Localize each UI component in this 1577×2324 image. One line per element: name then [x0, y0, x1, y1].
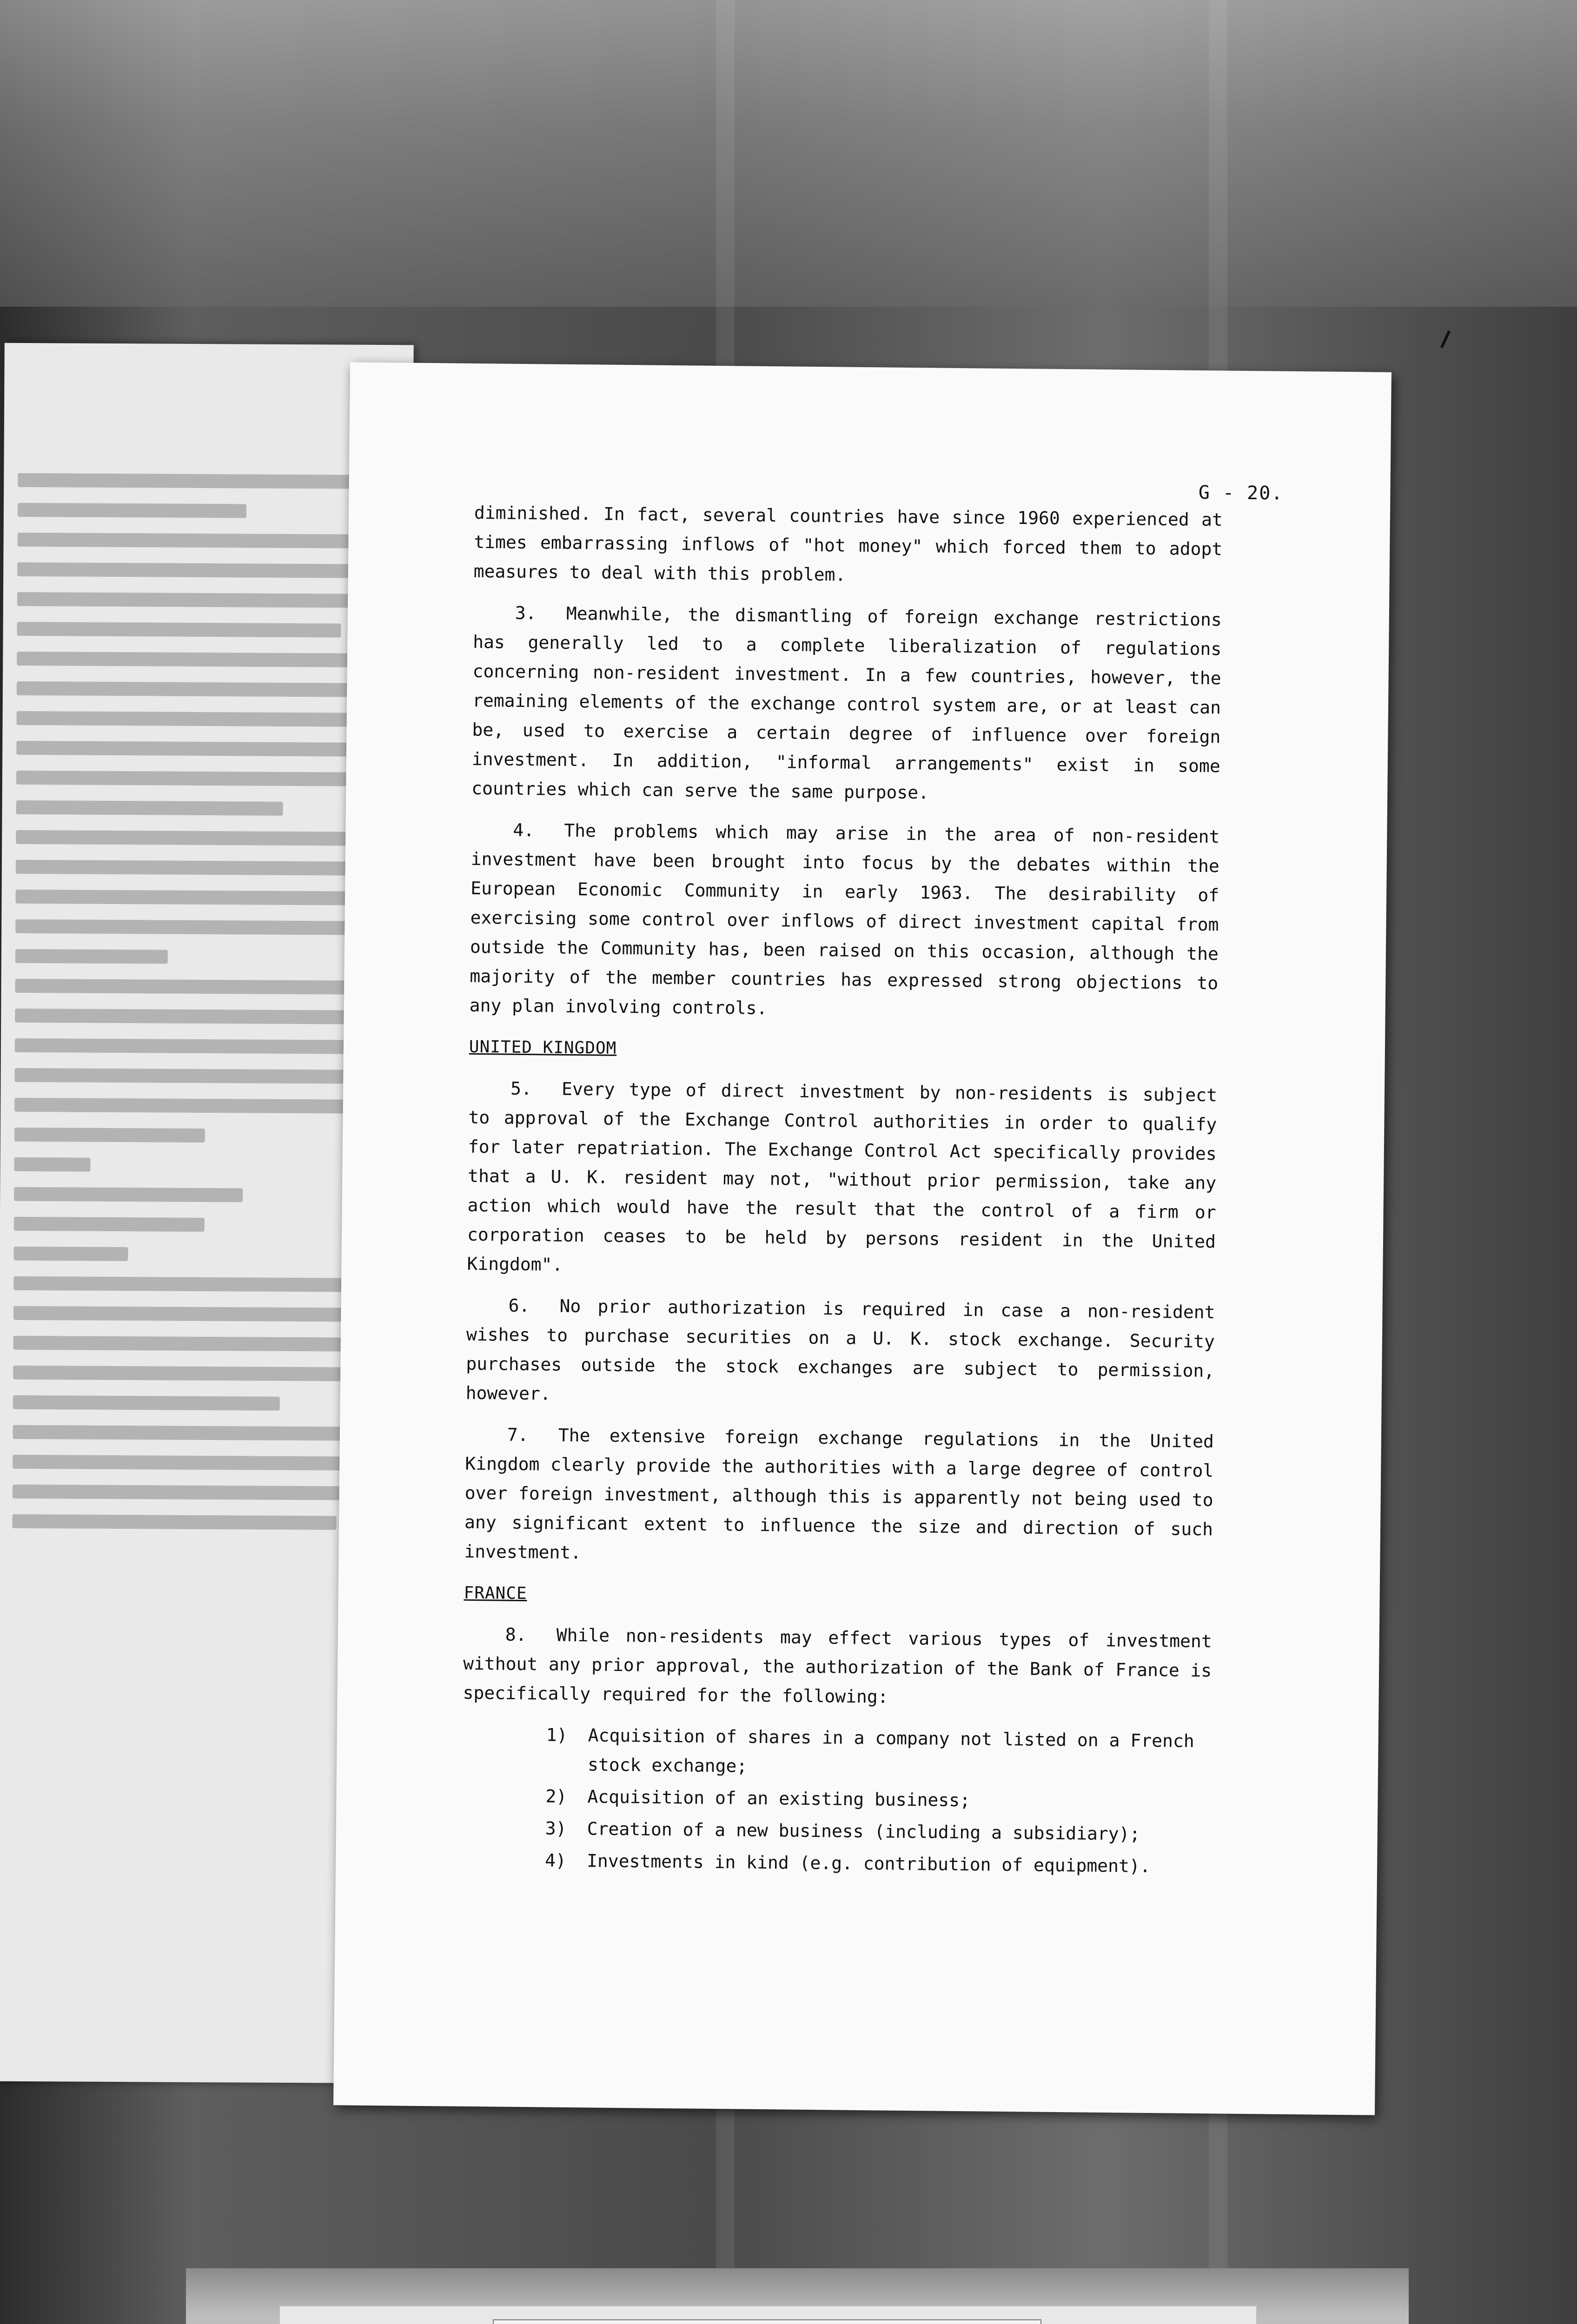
paragraph-5 — [467, 1074, 1217, 1286]
film-top-fade — [0, 0, 1577, 307]
paragraph-6 — [465, 1291, 1215, 1415]
paragraph-number: 4. — [513, 819, 535, 841]
paragraph-number: 5. — [510, 1078, 532, 1099]
list-item-text: Creation of a new business (including a subsidiary); — [587, 1818, 1140, 1844]
paragraph-7 — [464, 1420, 1214, 1573]
paragraph-text: While non-residents may effect various types of investment without any prior approval, the authorization of the Bank of France is specifically required for the following: — [463, 1624, 1212, 1707]
paragraph-text: Meanwhile, the dismantling of foreign exchange restrictions has generally led to a complete liberalization of regulations concerning non-resident investment. In a few countries, however, the remaining elements of the exchange control system are, or at least can be, used to exercise a certain degree of influence over foreign investment. In addition, "informal arrangements" exist in some countries which can serve the same purpose. — [471, 603, 1222, 803]
archive-reference-label — [493, 2319, 1041, 2324]
list-item-text: Acquisition of shares in a company not listed on a French stock exchange; — [587, 1725, 1194, 1776]
document-page — [333, 362, 1391, 2115]
paragraph-number: 8. — [505, 1624, 527, 1645]
paragraph-text: The problems which may arise in the area of non-resident investment have been brought into focus by the debates within the European Economic Community in early 1963. The desirability of exercising some control over inflows of direct investment capital from outside the Community has, been raised on this occasion, although the majority of the member countries has expressed strong objections to any plan involving controls. — [469, 820, 1220, 1019]
paragraph-3 — [471, 598, 1222, 810]
paragraph-text: No prior authorization is required in case a non-resident wishes to purchase securities on a U. K. stock exchange. Security purchases outside the stock exchanges are subject to permission, however. — [465, 1295, 1215, 1404]
document-body — [461, 498, 1223, 1884]
requirements-list — [461, 1720, 1211, 1882]
list-item-text: Investments in kind (e.g. contribution of equipment). — [586, 1850, 1151, 1877]
section-heading-united-kingdom: UNITED KINGDOM — [469, 1037, 617, 1058]
paragraph-number: 7. — [507, 1424, 529, 1446]
paragraph-number: 6. — [508, 1295, 530, 1316]
list-item-number: 4) — [544, 1850, 567, 1871]
list-item — [545, 1846, 1210, 1882]
paragraph-8 — [463, 1620, 1212, 1715]
list-item-number: 1) — [546, 1724, 568, 1745]
paragraph — [473, 498, 1223, 593]
paragraph-text: Every type of direct investment by non-residents is subject to approval of the Exchange Control authorities in order to qualify for later repatriation. The Exchange Control Act specifically provides that a U. K. resident may not, "without prior permission, take any action which would have the result that the control of a firm or corporation ceases to be held by persons resident in the United Kingdom". — [467, 1078, 1218, 1275]
list-item — [546, 1721, 1211, 1786]
list-item-number: 2) — [545, 1786, 567, 1807]
page-number: G - 20. — [1198, 482, 1284, 504]
list-item-text: Acquisition of an existing business; — [587, 1786, 971, 1811]
paragraph-text: The extensive foreign exchange regulations in the United Kingdom clearly provide the authorities with a large degree of control over foreign investment, although this is apparently not being used to any significant extent to influence the size and direction of such investment. — [464, 1425, 1214, 1563]
list-item — [545, 1782, 1211, 1818]
paragraph-4 — [469, 815, 1219, 1027]
list-item — [545, 1814, 1210, 1850]
paragraph-text: diminished. In fact, several countries have since 1960 experienced at times embarrassing inflows of "hot money" which forced them to adopt measures to deal with this problem. — [473, 502, 1223, 585]
list-item-number: 3) — [545, 1818, 567, 1839]
section-heading-france: FRANCE — [464, 1583, 527, 1604]
paragraph-number: 3. — [515, 602, 537, 624]
